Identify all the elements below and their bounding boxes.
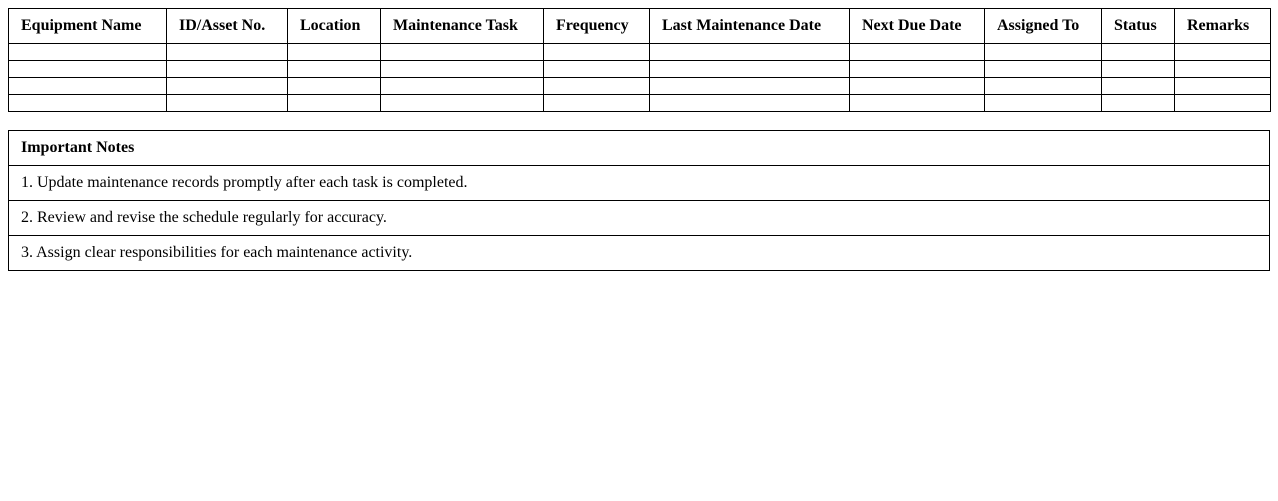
column-header-assigned-to: Assigned To: [985, 9, 1102, 44]
list-item: [9, 166, 1270, 201]
table-cell[interactable]: [167, 61, 288, 78]
table-row: [9, 78, 1271, 95]
table-row: [9, 61, 1271, 78]
column-header-location: Location: [288, 9, 381, 44]
list-item: [9, 201, 1270, 236]
maintenance-schedule-table: [8, 8, 1271, 112]
table-cell[interactable]: [985, 78, 1102, 95]
table-cell[interactable]: [650, 44, 850, 61]
note-item: 3. Assign clear responsibilities for each maintenance activity.: [9, 236, 1270, 271]
column-header-status: Status: [1102, 9, 1175, 44]
table-cell[interactable]: [850, 61, 985, 78]
column-header-equipment-name: Equipment Name: [9, 9, 167, 44]
table-cell[interactable]: [288, 44, 381, 61]
table-cell[interactable]: [9, 78, 167, 95]
table-cell[interactable]: [1102, 44, 1175, 61]
notes-title: Important Notes: [9, 131, 1270, 166]
column-header-frequency: Frequency: [544, 9, 650, 44]
column-header-last-maintenance-date: Last Maintenance Date: [650, 9, 850, 44]
table-cell[interactable]: [381, 44, 544, 61]
table-cell[interactable]: [288, 95, 381, 112]
table-cell[interactable]: [544, 44, 650, 61]
important-notes-table: [8, 130, 1270, 271]
column-header-next-due-date: Next Due Date: [850, 9, 985, 44]
table-cell[interactable]: [1175, 44, 1271, 61]
table-cell[interactable]: [985, 95, 1102, 112]
table-cell[interactable]: [288, 78, 381, 95]
table-cell[interactable]: [985, 61, 1102, 78]
table-cell[interactable]: [167, 95, 288, 112]
table-cell[interactable]: [544, 95, 650, 112]
table-cell[interactable]: [1175, 78, 1271, 95]
table-header-row: [9, 9, 1271, 44]
table-cell[interactable]: [650, 78, 850, 95]
table-row: [9, 95, 1271, 112]
table-cell[interactable]: [650, 95, 850, 112]
table-cell[interactable]: [9, 44, 167, 61]
table-cell[interactable]: [9, 61, 167, 78]
table-cell[interactable]: [381, 78, 544, 95]
table-cell[interactable]: [1102, 95, 1175, 112]
notes-header-row: [9, 131, 1270, 166]
table-cell[interactable]: [985, 44, 1102, 61]
table-cell[interactable]: [850, 44, 985, 61]
column-header-asset-id: ID/Asset No.: [167, 9, 288, 44]
table-cell[interactable]: [381, 95, 544, 112]
table-cell[interactable]: [288, 61, 381, 78]
table-cell[interactable]: [9, 95, 167, 112]
table-cell[interactable]: [544, 61, 650, 78]
table-cell[interactable]: [650, 61, 850, 78]
document-sheet: [8, 8, 1270, 271]
table-cell[interactable]: [167, 44, 288, 61]
table-cell[interactable]: [167, 78, 288, 95]
note-item: 2. Review and revise the schedule regularly for accuracy.: [9, 201, 1270, 236]
table-cell[interactable]: [1175, 61, 1271, 78]
column-header-remarks: Remarks: [1175, 9, 1271, 44]
table-cell[interactable]: [1175, 95, 1271, 112]
note-item: 1. Update maintenance records promptly after each task is completed.: [9, 166, 1270, 201]
table-cell[interactable]: [1102, 78, 1175, 95]
column-header-maintenance-task: Maintenance Task: [381, 9, 544, 44]
table-cell[interactable]: [381, 61, 544, 78]
list-item: [9, 236, 1270, 271]
table-cell[interactable]: [850, 78, 985, 95]
table-cell[interactable]: [850, 95, 985, 112]
table-cell[interactable]: [544, 78, 650, 95]
table-cell[interactable]: [1102, 61, 1175, 78]
table-row: [9, 44, 1271, 61]
